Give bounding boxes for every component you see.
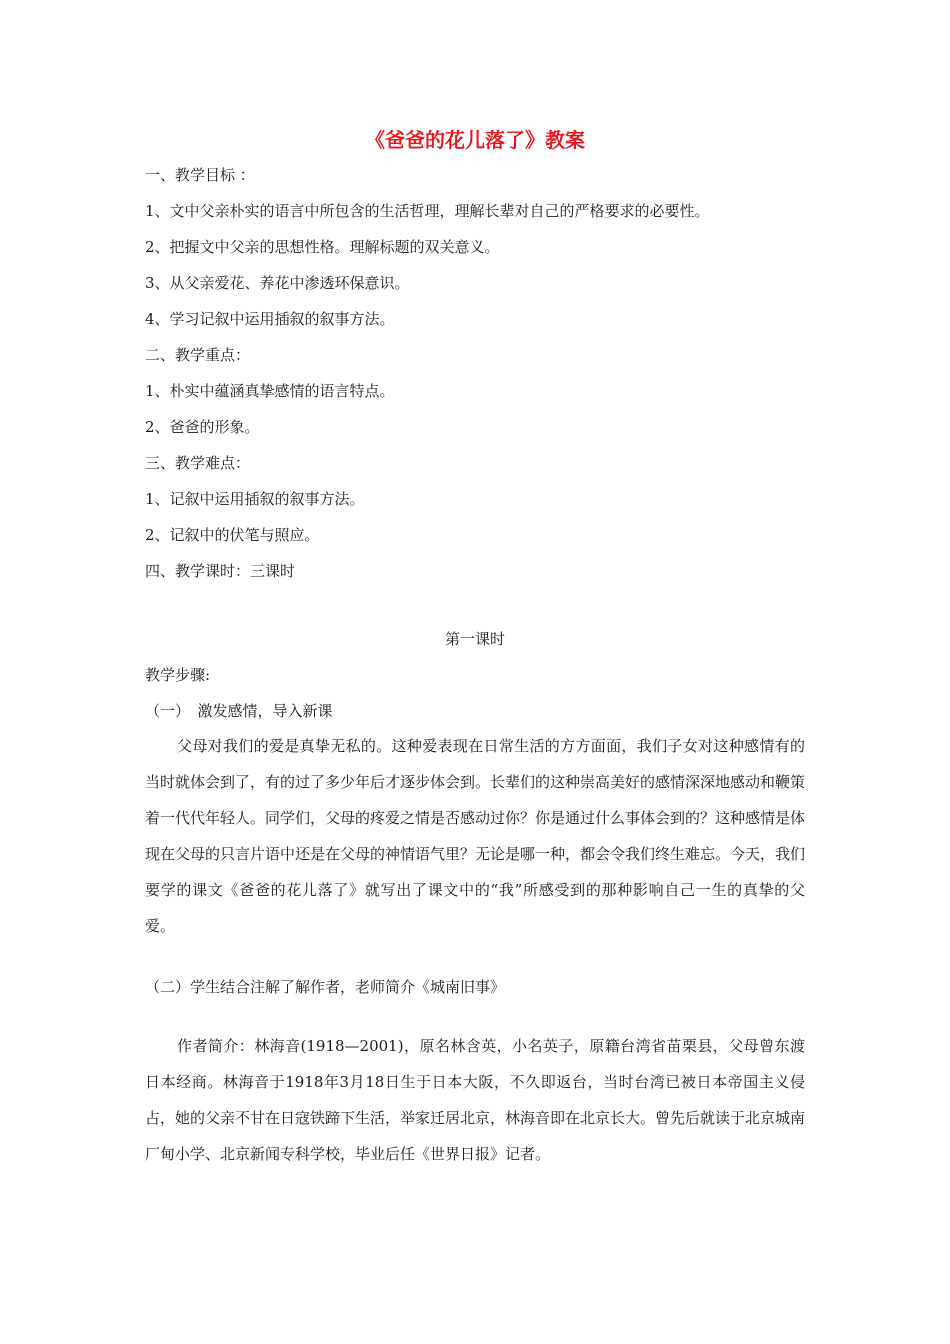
key-point-item: 1、朴实中蕴涵真挚感情的语言特点。: [145, 382, 395, 400]
difficulty-item: 2、记叙中的伏笔与照应。: [145, 526, 320, 544]
hours-line: 四、教学课时：三课时: [145, 562, 296, 580]
step1-paragraph: 父母对我们的爱是真挚无私的。这种爱表现在日常生活的方方面面，我们子女对这种感情有的当时就体会到了，有的过了多少年后才逐步体会到。长辈们的这种崇高美好的感情深深地感动和鞭策着一代代年轻人。同学们，父母的疼爱之情是否感动过你？你是通过什么事体会到的？这种感情是体现在父母的只言片语中还是在父母的神情语气里？无论是哪一种，都会令我们终生难忘。今天，我们要学的课文《爸爸的花儿落了》就写出了课文中的“我”所感受到的那种影响自己一生的真挚的父爱。: [145, 737, 806, 935]
lesson-heading: 第一课时: [444, 630, 505, 648]
key-points-heading: 二、教学重点：: [145, 346, 251, 364]
objective-item: 3、从父亲爱花、养花中渗透环保意识。: [145, 274, 410, 292]
author-paragraph: 作者简介：林海音(1918—2001)，原名林含英，小名英子，原籍台湾省苗栗县，父母曾东渡日本经商。林海音于1918年3月18日生于日本大阪，不久即返台，当时台湾已被日本帝国主义侵占，她的父亲不甘在日寇铁蹄下生活，举家迁居北京，林海音即在北京长大。曾先后就读于北京城南厂甸小学、北京新闻专科学校，毕业后任《世界日报》记者。: [145, 1037, 806, 1163]
step2-heading: （二）学生结合注解了解作者，老师简介《城南旧事》: [145, 978, 506, 996]
difficulty-item: 1、记叙中运用插叙的叙事方法。: [145, 490, 365, 508]
objective-item: 4、学习记叙中运用插叙的叙事方法。: [145, 310, 395, 328]
steps-label: 教学步骤:: [145, 666, 211, 684]
objectives-heading: 一、教学目标 ：: [145, 166, 255, 184]
key-point-item: 2、爸爸的形象。: [145, 418, 260, 436]
document-title: 《爸爸的花儿落了》教案: [365, 128, 585, 152]
step1-heading: （一） 激发感情，导入新课: [145, 702, 333, 720]
objective-item: 2、把握文中父亲的思想性格。理解标题的双关意义。: [145, 238, 500, 256]
objective-item: 1、文中父亲朴实的语言中所包含的生活哲理，理解长辈对自己的严格要求的必要性。: [145, 202, 710, 220]
difficulties-heading: 三、教学难点：: [145, 454, 251, 472]
